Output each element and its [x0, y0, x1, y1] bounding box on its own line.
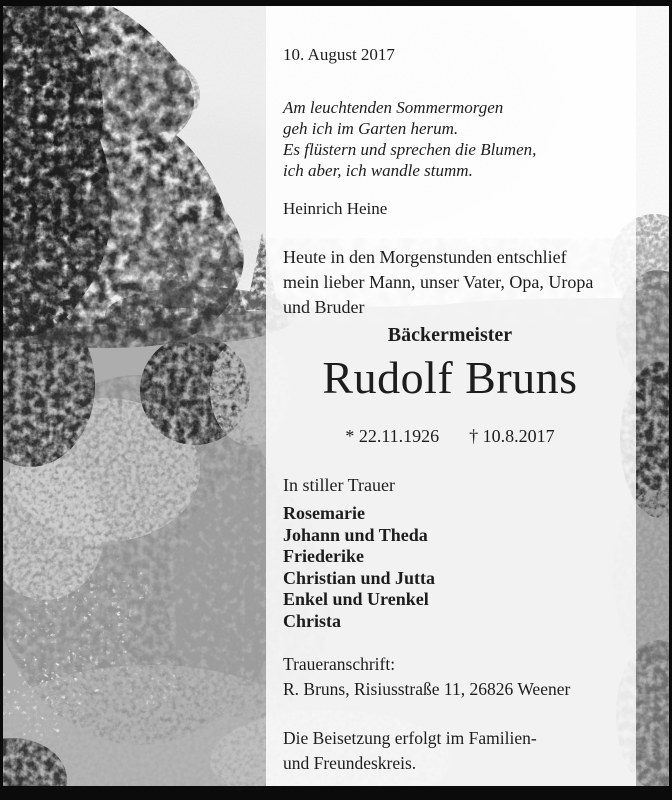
mourning-address-block: [283, 652, 570, 702]
funeral-note-line: und Freundeskreis.: [283, 753, 417, 773]
poem-line: Am leuchtenden Sommermorgen: [283, 98, 504, 117]
mourner-name: Rosemarie: [283, 503, 365, 523]
death-announcement: [283, 245, 593, 320]
poem-line: geh ich im Garten herum.: [283, 119, 459, 138]
funeral-note: [283, 726, 537, 776]
deceased-name: Rudolf Bruns: [322, 352, 578, 403]
deceased-title: Bäckermeister: [387, 324, 513, 346]
poem-line: ich aber, ich wandle stumm.: [283, 161, 473, 180]
mourning-intro: In stiller Trauer: [283, 475, 395, 495]
announcement-line: und Bruder: [283, 297, 365, 317]
notice-date: 10. August 2017: [283, 45, 395, 64]
memorial-poem: [283, 97, 536, 181]
mourner-name: Friederike: [283, 546, 364, 566]
mourner-name: Enkel und Urenkel: [283, 589, 429, 609]
mourner-name: Christa: [283, 610, 341, 631]
death-date: † 10.8.2017: [469, 426, 555, 446]
address-label: Traueranschrift:: [283, 654, 396, 674]
address-value: R. Bruns, Risiusstraße 11, 26826 Weener: [283, 679, 571, 699]
poem-attribution: Heinrich Heine: [283, 199, 388, 218]
birth-date: * 22.11.1926: [345, 426, 440, 446]
mourner-name: Johann und Theda: [283, 524, 428, 545]
mourner-name: Christian und Jutta: [283, 567, 436, 588]
poem-line: Es flüstern und sprechen die Blumen,: [283, 140, 537, 159]
funeral-note-line: Die Beisetzung erfolgt im Familien-: [283, 728, 537, 748]
announcement-line: mein lieber Mann, unser Vater, Opa, Uropa: [283, 272, 594, 292]
mourners-list: [283, 503, 435, 632]
announcement-line: Heute in den Morgenstunden entschlief: [283, 247, 567, 267]
life-dates: [264, 426, 636, 447]
